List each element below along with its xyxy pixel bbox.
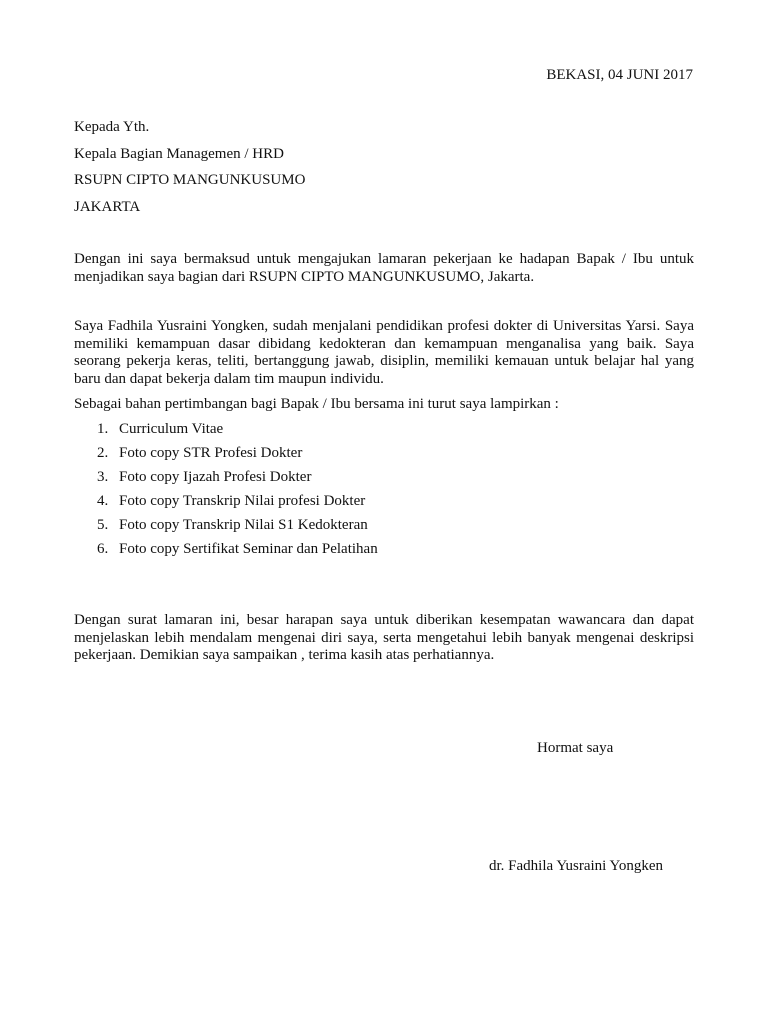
- intro-paragraph: Dengan ini saya bermaksud untuk mengajukan lamaran pekerjaan ke hadapan Bapak / Ibu untuk menjadikan saya bagian dari RSUPN CIPTO MANGUNKUSUMO, Jakarta.: [74, 251, 694, 285]
- list-item-number: 1.: [97, 421, 109, 437]
- closing-salutation: Hormat saya: [537, 740, 614, 756]
- list-item-text: Foto copy Transkrip Nilai profesi Dokter: [119, 493, 366, 509]
- list-item: [97, 420, 378, 444]
- recipient-position: Kepala Bagian Managemen / HRD: [74, 145, 284, 162]
- list-item-number: 2.: [97, 445, 109, 461]
- recipient-block: [74, 118, 694, 224]
- attachments-intro: Sebagai bahan pertimbangan bagi Bapak / Ibu bersama ini turut saya lampirkan :: [74, 396, 559, 412]
- recipient-city: JAKARTA: [74, 198, 141, 215]
- list-item-text: Foto copy Sertifikat Seminar dan Pelatihan: [119, 541, 378, 557]
- profile-paragraph: Saya Fadhila Yusraini Yongken, sudah menjalani pendidikan profesi dokter di Universitas Yarsi. Saya memiliki kemampuan dasar dibidang kedokteran dan kemampuan menganalisa yang baik. Saya seorang pekerja keras, teliti, bertanggung jawab, disiplin, memiliki kemauan untuk belajar hal yang baru dan dapat bekerja dalam tim maupun individu.: [74, 318, 694, 387]
- list-item-text: Foto copy Ijazah Profesi Dokter: [119, 469, 312, 485]
- list-item: [97, 540, 378, 564]
- list-item: [97, 468, 378, 492]
- signer-name: dr. Fadhila Yusraini Yongken: [489, 858, 664, 874]
- recipient-organization: RSUPN CIPTO MANGUNKUSUMO: [74, 172, 306, 188]
- list-item-number: 6.: [97, 541, 109, 557]
- closing-paragraph: Dengan surat lamaran ini, besar harapan saya untuk diberikan kesempatan wawancara dan dapat menjelaskan lebih mendalam mengenai diri saya, serta mengetahui lebih banyak mengenai deskripsi pekerjaan. Demikian saya sampaikan , terima kasih atas perhatiannya.: [74, 612, 694, 663]
- letter-date: BEKASI, 04 JUNI 2017: [546, 67, 693, 83]
- recipient-salutation: Kepada Yth.: [74, 119, 150, 135]
- list-item: [97, 492, 378, 516]
- list-item-text: Foto copy STR Profesi Dokter: [119, 445, 303, 461]
- attachment-list: [97, 420, 378, 564]
- list-item-number: 5.: [97, 517, 109, 533]
- list-item-text: Curriculum Vitae: [119, 421, 224, 437]
- list-item-number: 3.: [97, 469, 109, 485]
- list-item-number: 4.: [97, 493, 109, 509]
- list-item-text: Foto copy Transkrip Nilai S1 Kedokteran: [119, 517, 368, 533]
- list-item: [97, 444, 378, 468]
- list-item: [97, 516, 378, 540]
